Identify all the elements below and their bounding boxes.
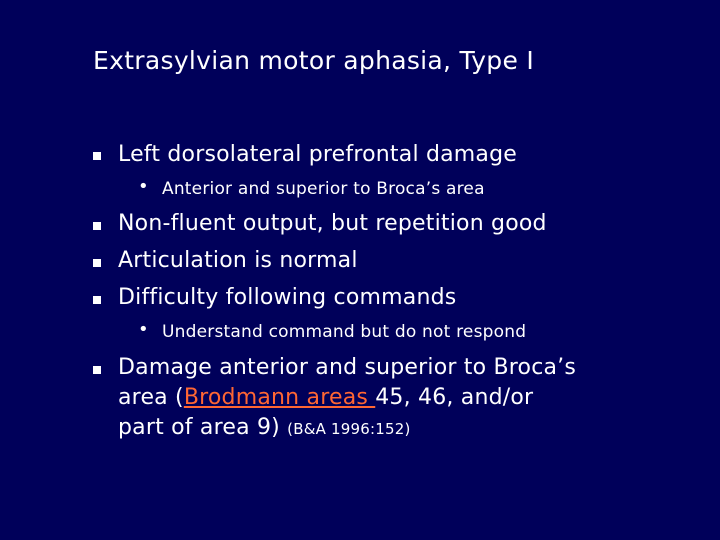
- bullet-text: Non-fluent output, but repetition good: [118, 211, 547, 236]
- bullet-text-segment: area (: [118, 385, 184, 410]
- square-bullet-icon: [93, 366, 101, 374]
- square-bullet-icon: [93, 222, 101, 230]
- slide-title: Extrasylvian motor aphasia, Type I: [93, 46, 535, 75]
- sub-bullet-text: Anterior and superior to Broca’s area: [162, 179, 485, 199]
- square-bullet-icon: [93, 152, 101, 160]
- dot-bullet-icon: •: [138, 176, 149, 197]
- bullet-text-line3: [118, 415, 411, 440]
- bullet-text: Articulation is normal: [118, 248, 358, 273]
- square-bullet-icon: [93, 296, 101, 304]
- bullet-text: Left dorsolateral prefrontal damage: [118, 142, 518, 167]
- bullet-text-line1: Damage anterior and superior to Broca’s: [118, 355, 577, 380]
- sub-bullet-text: Understand command but do not respond: [162, 322, 527, 342]
- brodmann-areas-link[interactable]: Brodmann areas: [183, 385, 376, 410]
- dot-bullet-icon: •: [138, 319, 149, 340]
- bullet-text-segment: 45, 46, and/or: [375, 385, 534, 410]
- bullet-text-line2: [118, 385, 533, 410]
- citation: (B&A 1996:152): [287, 420, 411, 438]
- bullet-text-segment: part of area 9): [118, 415, 280, 440]
- bullet-text: Difficulty following commands: [118, 285, 457, 310]
- square-bullet-icon: [93, 259, 101, 267]
